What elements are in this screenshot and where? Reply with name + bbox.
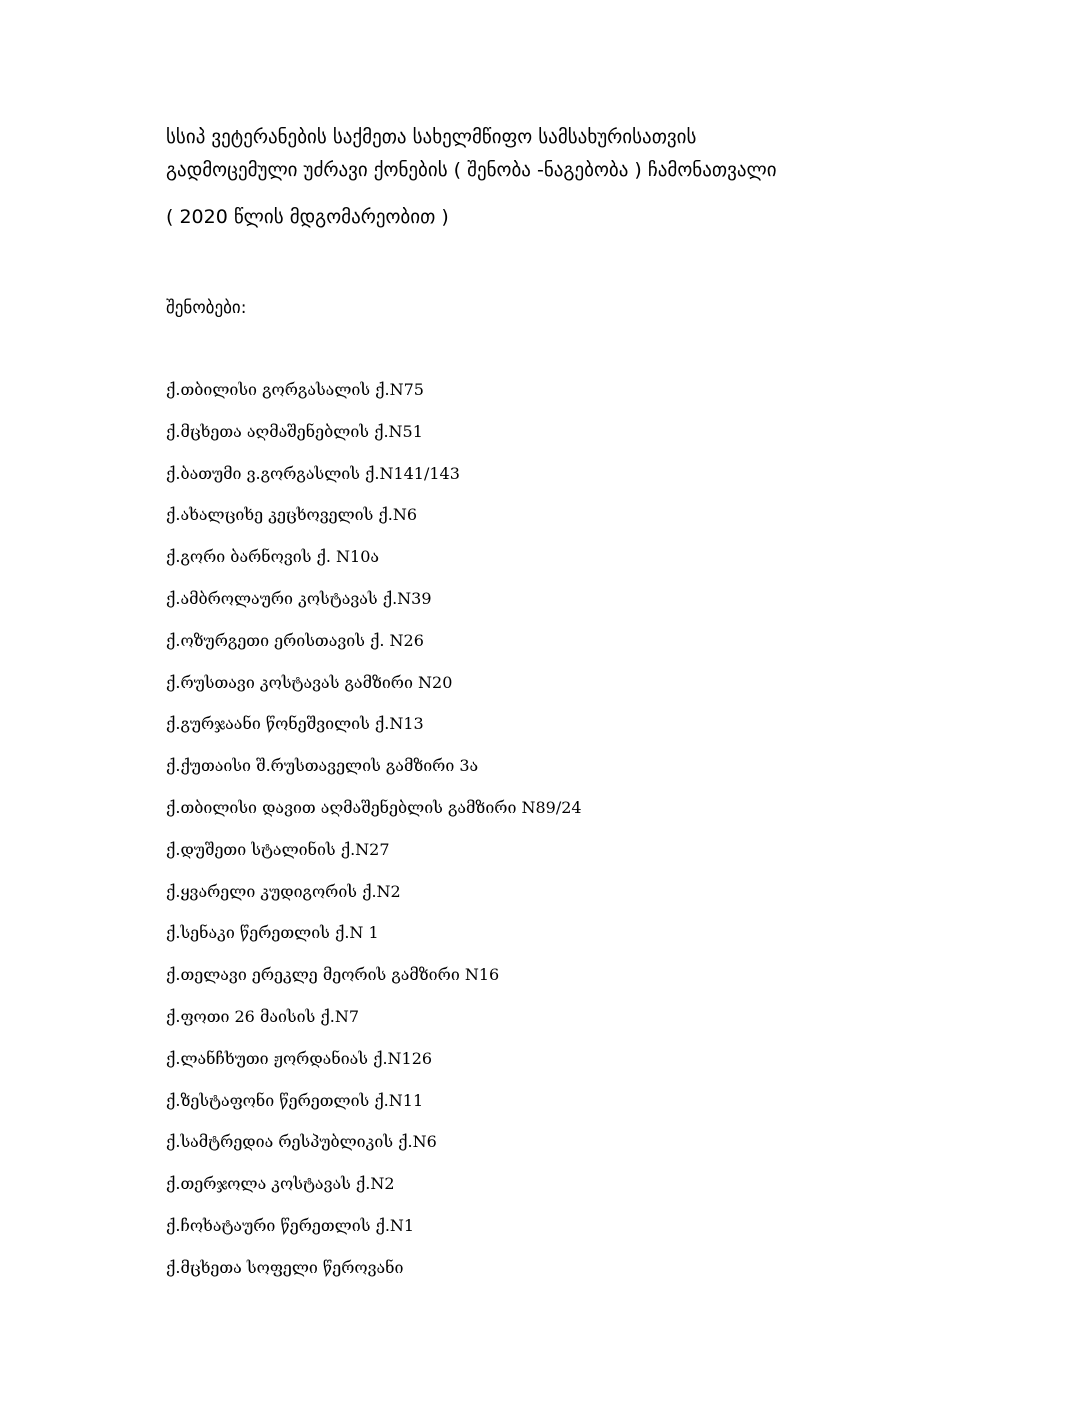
list-item: ქ.თერჯოლა კოსტავას ქ.N2	[166, 1174, 395, 1194]
list-item: ქ.ლანჩხუთი ჟორდანიას ქ.N126	[166, 1048, 433, 1068]
list-item: ქ.ჩოხატაური წერეთლის ქ.N1	[166, 1215, 415, 1235]
section-heading-buildings: შენობები:	[166, 298, 247, 318]
list-item: ქ.ყვარელი კუდიგორის ქ.N2	[166, 881, 401, 901]
list-item: ქ.დუშეთი სტალინის ქ.N27	[166, 839, 390, 859]
list-item: ქ.თელავი ერეკლე მეორის გამზირი N16	[166, 965, 500, 985]
list-item: ქ.სენაკი წერეთლის ქ.N 1	[166, 923, 379, 943]
document-title-line-2: გადმოცემული უძრავი ქონების ( შენობა -ნაგებობა ) ჩამონათვალი	[166, 159, 777, 181]
list-item: ქ.მცხეთა აღმაშენებლის ქ.N51	[166, 421, 423, 441]
list-item: ქ.ფოთი 26 მაისის ქ.N7	[166, 1006, 360, 1026]
list-item: ქ.თბილისი გორგასალის ქ.N75	[166, 380, 424, 399]
list-item: ქ.სამტრედია რესპუბლიკის ქ.N6	[166, 1132, 437, 1152]
list-item: ქ.ოზურგეთი ერისთავის ქ. N26	[166, 630, 424, 650]
list-item: ქ.გორი ბარნოვის ქ. N10ა	[166, 547, 380, 567]
list-item: ქ.ზესტაფონი წერეთლის ქ.N11	[166, 1090, 424, 1110]
list-item: ქ.ახალციხე კეცხოველის ქ.N6	[166, 505, 418, 525]
document-title-line-1: სსიპ ვეტერანების საქმეთა სახელმწიფო სამსახურისათვის	[166, 126, 697, 148]
address-list	[166, 378, 582, 1298]
list-item: ქ.გურჯაანი წონეშვილის ქ.N13	[166, 714, 424, 734]
document-subtitle: ( 2020 წლის მდგომარეობით )	[166, 206, 449, 228]
list-item: ქ.თბილისი დავით აღმაშენებლის გამზირი N89/24	[166, 797, 582, 817]
list-item: ქ.რუსთავი კოსტავას გამზირი N20	[166, 672, 453, 692]
list-item: ქ.ამბროლაური კოსტავას ქ.N39	[166, 588, 432, 608]
list-item: ქ.მცხეთა სოფელი წეროვანი	[166, 1257, 404, 1277]
list-item: ქ.ქუთაისი შ.რუსთაველის გამზირი 3ა	[166, 756, 479, 776]
list-item: ქ.ბათუმი ვ.გორგასლის ქ.N141/143	[166, 463, 460, 483]
